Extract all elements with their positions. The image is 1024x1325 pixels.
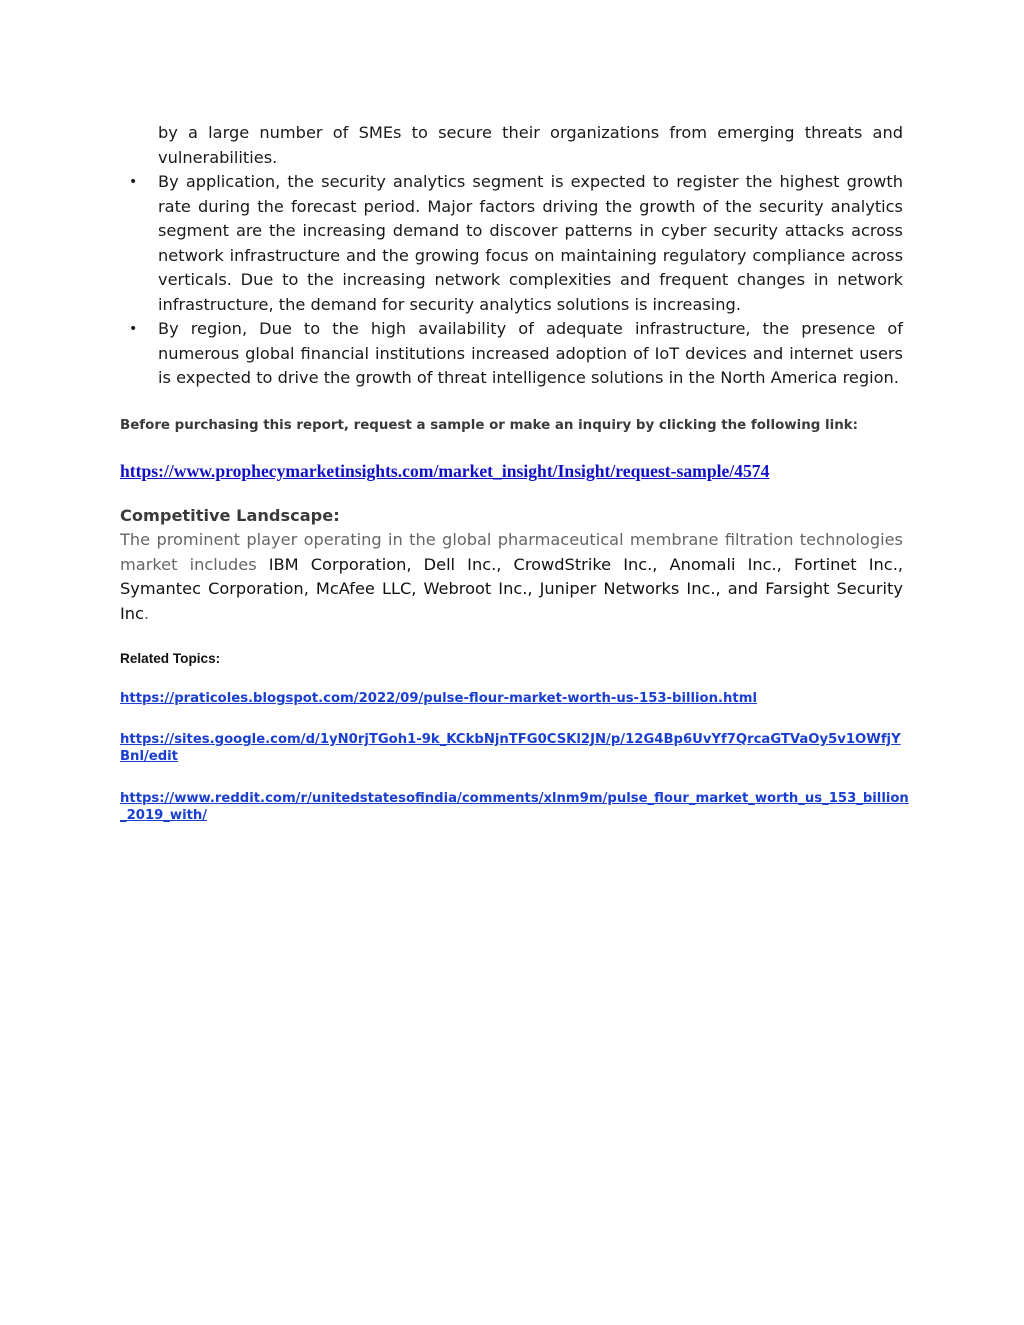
landscape-intro-text: The prominent player operating in the global pharmaceutical membrane filtration technologies market includes — [120, 530, 903, 574]
request-sample-link[interactable]: https://www.prophecymarketinsights.com/market_insight/Insight/request-sample/4574 — [120, 461, 770, 481]
bullet-dot-icon: • — [129, 321, 138, 337]
bullet-application-text: By application, the security analytics segment is expected to register the highest growth rate during the forecast period. Major factors driving the growth of the security analytics segment are the increasing demand to discover patterns in cyber security attacks across network infrastructure and the growing focus on maintaining regulatory compliance across verticals. Due to the increasing network complexities and frequent changes in network infrastructure, the demand for security analytics solutions is increasing. — [158, 172, 903, 314]
bullet-region — [120, 317, 903, 391]
bullet-application — [120, 170, 903, 317]
related-topics-heading: Related Topics: — [120, 651, 221, 666]
bullet-region-text: By region, Due to the high availability of adequate infrastructure, the presence of numerous global financial institutions increased adoption of IoT devices and internet users is expected to drive the growth of threat intelligence solutions in the North America region. — [158, 319, 903, 387]
landscape-end-text: . — [143, 603, 150, 623]
competitive-landscape-paragraph — [120, 528, 903, 626]
sample-request-prompt: Before purchasing this report, request a sample or make an inquiry by clicking the following link: — [120, 418, 859, 433]
competitive-landscape-heading: Competitive Landscape: — [120, 506, 340, 525]
related-topic-link-blogspot[interactable]: https://praticoles.blogspot.com/2022/09/pulse-flour-market-worth-us-153-billion.html — [120, 691, 757, 706]
bullet-dot-icon: • — [129, 174, 138, 190]
intro-paragraph-continued: by a large number of SMEs to secure their organizations from emerging threats and vulnerabilities. — [158, 123, 903, 167]
related-topic-link-reddit[interactable]: https://www.reddit.com/r/unitedstatesofindia/comments/xlnm9m/pulse_flour_market_worth_us_153_billion_2019_with/ — [120, 791, 909, 823]
findings-bullet-list — [120, 170, 903, 391]
landscape-companies-text: IBM Corporation, Dell Inc., CrowdStrike Inc., Anomali Inc., Fortinet Inc., Symantec Corporation, McAfee LLC, Webroot Inc., Juniper Networks Inc., and Farsight Security Inc — [120, 554, 903, 623]
related-topic-link-google-sites[interactable]: https://sites.google.com/d/1yN0rjTGoh1-9k_KCkbNjnTFG0CSKl2JN/p/12G4Bp6UvYf7QrcaGTVaOy5v1OWfjYBnl/edit — [120, 732, 901, 764]
